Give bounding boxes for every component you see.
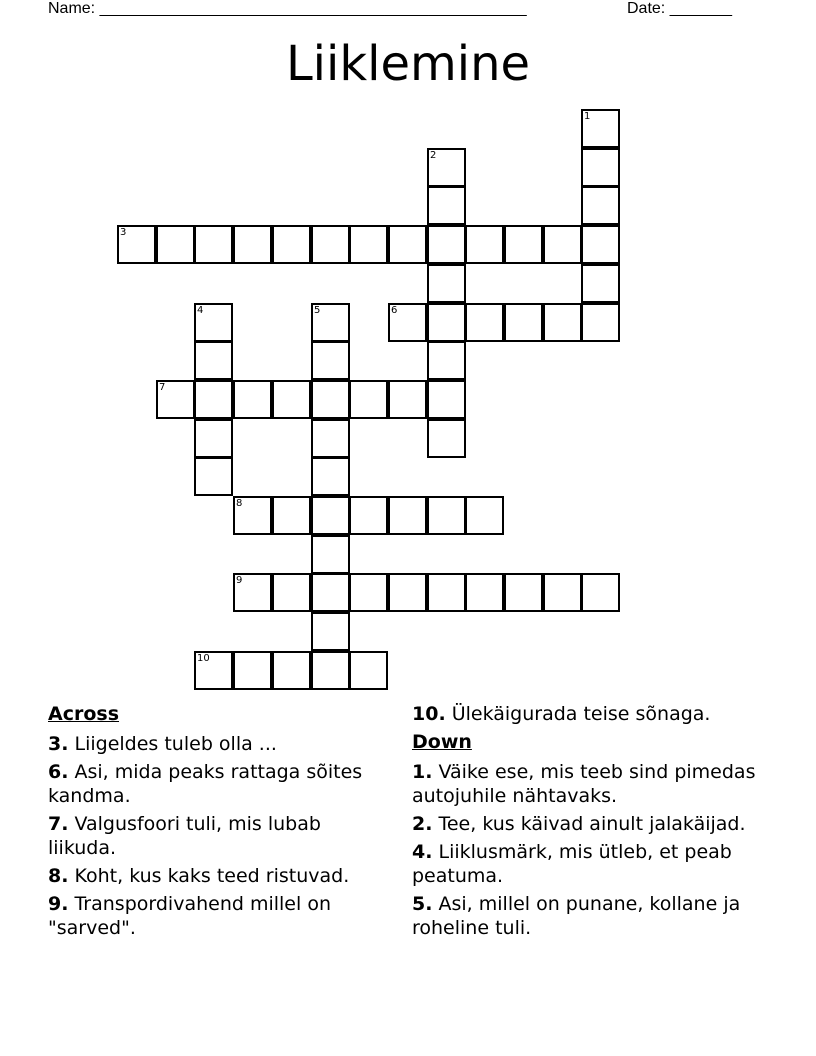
crossword-cell[interactable] — [388, 225, 427, 264]
crossword-cell[interactable] — [427, 341, 466, 380]
date-field[interactable]: Date: _______ — [627, 0, 732, 17]
crossword-cell[interactable] — [349, 225, 388, 264]
crossword-cell[interactable] — [272, 651, 311, 690]
clue-text: Tee, kus käivad ainult jalakäijad. — [432, 813, 746, 835]
clue-number: 1. — [412, 761, 433, 783]
crossword-cell[interactable] — [581, 109, 620, 148]
crossword-cell[interactable] — [311, 612, 350, 651]
crossword-cell[interactable] — [543, 573, 582, 612]
crossword-cell[interactable] — [194, 380, 233, 419]
clue-number-label: 6 — [391, 305, 398, 316]
clue-text: Asi, millel on punane, kollane ja roheline tuli. — [412, 893, 741, 939]
crossword-cell[interactable] — [427, 264, 466, 303]
crossword-cell[interactable] — [349, 573, 388, 612]
crossword-cell[interactable] — [388, 303, 427, 342]
crossword-cell[interactable] — [581, 264, 620, 303]
clue-text: Ülekäigurada teise sõnaga. — [445, 703, 711, 725]
clue-number-label: 7 — [159, 382, 166, 393]
clue-item — [412, 812, 782, 836]
crossword-cell[interactable] — [427, 380, 466, 419]
clue-number-label: 10 — [197, 653, 210, 664]
clue-number: 5. — [412, 893, 433, 915]
clue-number: 6. — [48, 761, 69, 783]
clue-number-label: 9 — [236, 575, 243, 586]
down-heading: Down — [412, 731, 472, 753]
crossword-cell[interactable] — [504, 303, 543, 342]
clue-number-label: 8 — [236, 498, 243, 509]
crossword-cell[interactable] — [427, 186, 466, 225]
crossword-cell[interactable] — [311, 341, 350, 380]
crossword-cell[interactable] — [427, 573, 466, 612]
crossword-cell[interactable] — [311, 303, 350, 342]
clues-right-column — [412, 702, 782, 944]
crossword-cell[interactable] — [156, 225, 195, 264]
crossword-cell[interactable] — [272, 225, 311, 264]
crossword-cell[interactable] — [272, 573, 311, 612]
clue-text: Väike ese, mis teeb sind pimedas autojuhile nähtavaks. — [412, 761, 756, 807]
clue-number-label: 5 — [314, 305, 321, 316]
clue-text: Valgusfoori tuli, mis lubab liikuda. — [48, 813, 321, 859]
crossword-cell[interactable] — [311, 457, 350, 496]
crossword-cell[interactable] — [311, 651, 350, 690]
clue-number: 9. — [48, 893, 69, 915]
crossword-cell[interactable] — [427, 148, 466, 187]
crossword-cell[interactable] — [194, 225, 233, 264]
crossword-cell[interactable] — [233, 380, 272, 419]
crossword-cell[interactable] — [117, 225, 156, 264]
crossword-cell[interactable] — [156, 380, 195, 419]
clue-text: Koht, kus kaks teed ristuvad. — [68, 865, 350, 887]
clue-item — [412, 892, 782, 940]
crossword-cell[interactable] — [427, 303, 466, 342]
crossword-cell[interactable] — [427, 225, 466, 264]
crossword-cell[interactable] — [465, 303, 504, 342]
crossword-cell[interactable] — [194, 419, 233, 458]
crossword-cell[interactable] — [581, 148, 620, 187]
clue-number: 7. — [48, 813, 69, 835]
crossword-cell[interactable] — [581, 573, 620, 612]
crossword-cell[interactable] — [388, 496, 427, 535]
clue-number-label: 2 — [430, 150, 437, 161]
crossword-cell[interactable] — [311, 496, 350, 535]
crossword-cell[interactable] — [311, 225, 350, 264]
crossword-cell[interactable] — [581, 225, 620, 264]
crossword-cell[interactable] — [581, 303, 620, 342]
crossword-cell[interactable] — [543, 303, 582, 342]
puzzle-title: Liiklemine — [285, 36, 531, 92]
crossword-cell[interactable] — [194, 303, 233, 342]
clue-number: 2. — [412, 813, 433, 835]
crossword-cell[interactable] — [311, 573, 350, 612]
clue-number: 4. — [412, 841, 433, 863]
clue-item — [48, 812, 378, 860]
crossword-cell[interactable] — [194, 651, 233, 690]
crossword-cell[interactable] — [543, 225, 582, 264]
across-clue-list-continued — [412, 702, 782, 726]
down-clue-list — [412, 760, 782, 940]
clue-number: 8. — [48, 865, 69, 887]
crossword-cell[interactable] — [194, 341, 233, 380]
crossword-cell[interactable] — [272, 380, 311, 419]
clue-text: Asi, mida peaks rattaga sõites kandma. — [48, 761, 363, 807]
clue-item — [412, 760, 782, 808]
crossword-cell[interactable] — [349, 651, 388, 690]
crossword-cell[interactable] — [233, 651, 272, 690]
crossword-cell[interactable] — [194, 457, 233, 496]
clue-text: Liiklusmärk, mis ütleb, et peab peatuma. — [412, 841, 732, 887]
clue-number: 10. — [412, 703, 446, 725]
crossword-cell[interactable] — [504, 225, 543, 264]
crossword-cell[interactable] — [465, 573, 504, 612]
clue-text: Transpordivahend millel on "sarved". — [48, 893, 331, 939]
crossword-cell[interactable] — [388, 380, 427, 419]
crossword-cell[interactable] — [581, 186, 620, 225]
clue-number: 3. — [48, 733, 69, 755]
clue-number-label: 4 — [197, 305, 204, 316]
crossword-cell[interactable] — [233, 496, 272, 535]
clue-number-label: 3 — [120, 227, 127, 238]
crossword-cell[interactable] — [427, 496, 466, 535]
crossword-cell[interactable] — [272, 496, 311, 535]
crossword-cell[interactable] — [233, 225, 272, 264]
clue-item — [48, 892, 378, 940]
across-clue-list — [48, 732, 378, 940]
crossword-cell[interactable] — [504, 573, 543, 612]
crossword-cell[interactable] — [427, 419, 466, 458]
clue-item — [48, 864, 378, 888]
clue-item — [48, 732, 378, 756]
crossword-cell[interactable] — [388, 573, 427, 612]
clues-left-column — [48, 702, 378, 944]
crossword-cell[interactable] — [349, 380, 388, 419]
crossword-cell[interactable] — [233, 573, 272, 612]
clue-item — [48, 760, 378, 808]
clue-text: Liigeldes tuleb olla ... — [68, 733, 277, 755]
crossword-cell[interactable] — [465, 225, 504, 264]
crossword-cell[interactable] — [311, 380, 350, 419]
across-heading: Across — [48, 703, 120, 725]
crossword-cell[interactable] — [311, 419, 350, 458]
crossword-cell[interactable] — [311, 535, 350, 574]
crossword-cell[interactable] — [465, 496, 504, 535]
name-field[interactable]: Name: ________________________________________________ — [48, 0, 527, 17]
crossword-cell[interactable] — [349, 496, 388, 535]
clue-item — [412, 840, 782, 888]
clue-number-label: 1 — [584, 111, 591, 122]
clue-item — [412, 702, 782, 726]
